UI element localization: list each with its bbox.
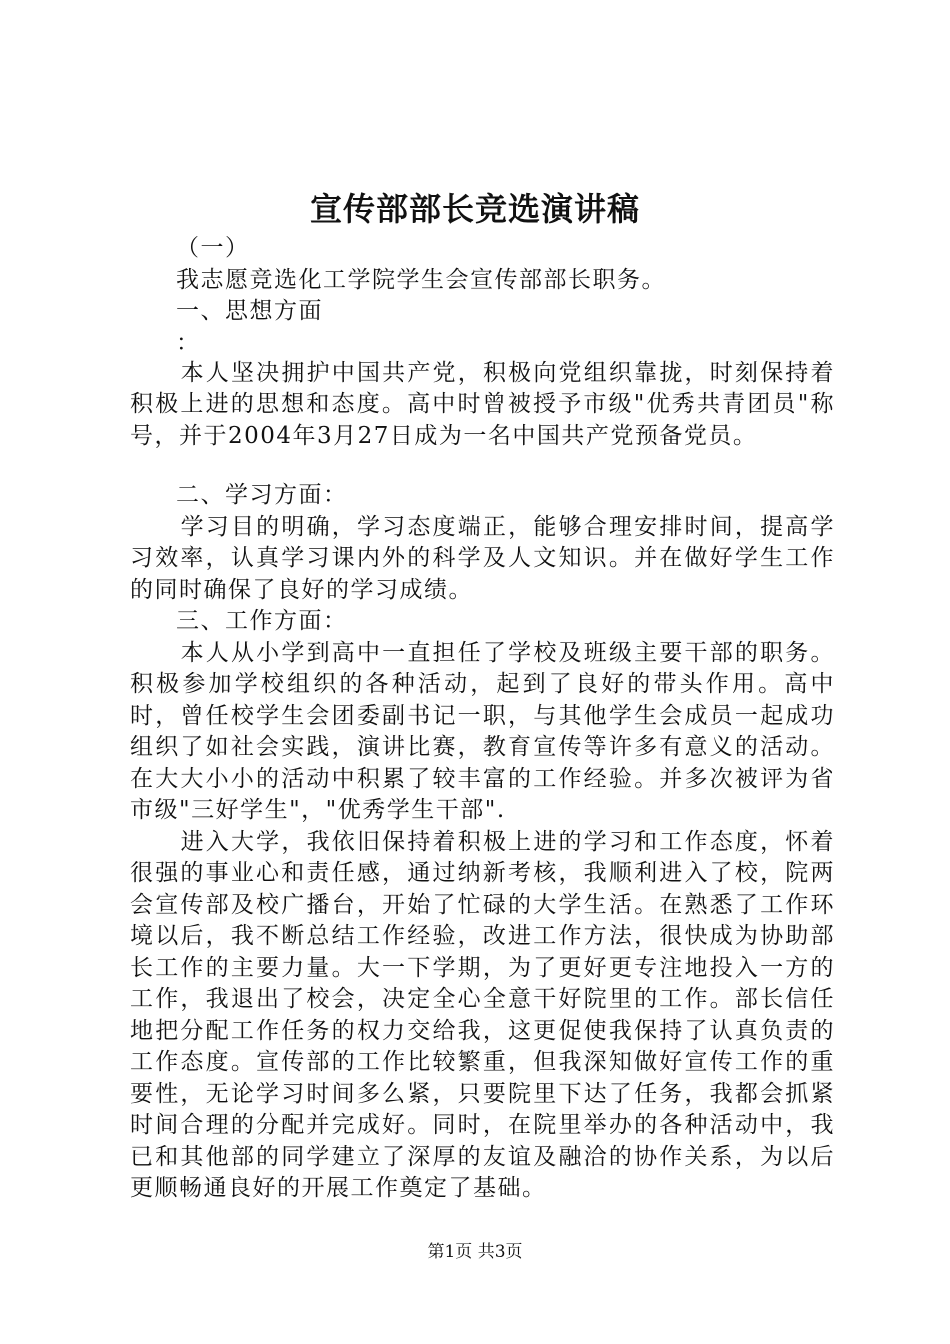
section-heading-study: 二、学习方面：: [176, 482, 348, 508]
work-paragraph-1: 本人从小学到高中一直担任了学校及班级主要干部的职务。积极参加学校组织的各种活动，起到了良好的带头作用。高中时，曾任校学生会团委副书记一职，与其他学生会成员一起成功组织了如社会实践，演讲比赛，教育宣传等许多有意义的活动。在大大小小的活动中积累了较丰富的工作经验。并多次被评为省市级"三好学生"，"优秀学生干部".: [130, 639, 835, 823]
work-paragraph-2: 进入大学，我依旧保持着积极上进的学习和工作态度，怀着很强的事业心和责任感，通过纳新考核，我顺利进入了校，院两会宣传部及校广播台，开始了忙碌的大学生活。在熟悉了工作环境以后，我不断总结工作经验，改进工作方法，很快成为协助部长工作的主要力量。大一下学期，为了更好更专注地投入一方的工作，我退出了校会，决定全心全意干好院里的工作。部长信任地把分配工作任务的权力交给我，这更促使我保持了认真负责的工作态度。宣传部的工作比较繁重，但我深知做好宣传工作的重要性，无论学习时间多么紧，只要院里下达了任务，我都会抓紧时间合理的分配并完成好。同时，在院里举办的各种活动中，我已和其他部的同学建立了深厚的友谊及融洽的协作关系，为以后更顺畅通良好的开展工作奠定了基础。: [130, 828, 835, 1201]
thought-paragraph: 本人坚决拥护中国共产党，积极向党组织靠拢，时刻保持着积极上进的思想和态度。高中时曾被授予市级"优秀共青团员"称号，并于2004年3月27日成为一名中国共产党预备党员。: [130, 359, 835, 449]
section-heading-work: 三、工作方面：: [176, 608, 348, 634]
document-title: 宣传部部长竞选演讲稿: [309, 190, 640, 228]
page-footer: 第1页 共3页: [427, 1242, 523, 1262]
document-body: [130, 233, 835, 1205]
intro-paragraph: 我志愿竞选化工学院学生会宣传部部长职务。: [176, 266, 666, 293]
study-paragraph: 学习目的明确，学习态度端正，能够合理安排时间，提高学习效率，认真学习课内外的科学及人文知识。并在做好学生工作的同时确保了良好的学习成绩。: [130, 513, 835, 603]
section-marker: （一）: [176, 235, 250, 261]
colon-line: ：: [176, 329, 201, 356]
section-heading-thought: 一、思想方面: [176, 298, 323, 324]
